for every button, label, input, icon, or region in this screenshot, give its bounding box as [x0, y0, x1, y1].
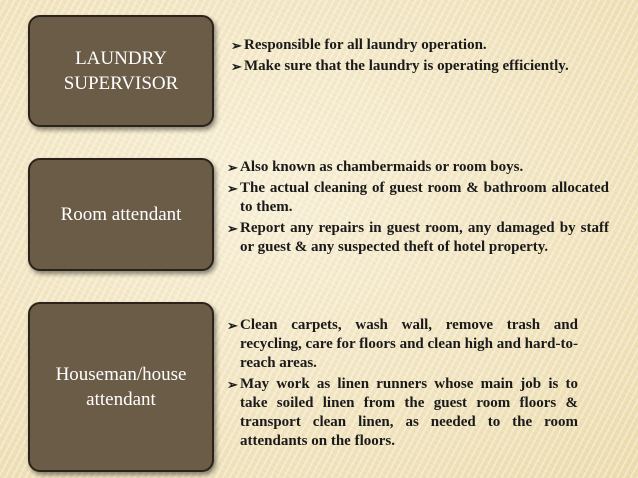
role-title: Room attendant [60, 204, 182, 225]
duty-item: ➢ Make sure that the laundry is operating efficiently. [231, 58, 569, 74]
arrow-bullet-icon: ➢ [227, 318, 238, 333]
arrow-bullet-icon: ➢ [231, 59, 242, 74]
arrow-bullet-icon: ➢ [227, 377, 238, 392]
duty-item: ➢ Report any repairs in guest room, any damaged by staff or guest & any suspected theft of hotel property. [227, 220, 609, 255]
duty-item: ➢ Clean carpets, wash wall, remove trash and recycling, care for floors and clean high and hard-to-reach areas. [227, 317, 578, 371]
room-attendant-duties [228, 158, 609, 259]
role-box-room-attendant [28, 158, 214, 271]
arrow-bullet-icon: ➢ [227, 160, 238, 175]
duty-item: ➢ Also known as chambermaids or room boys. [227, 159, 524, 175]
role-box-laundry-supervisor [28, 15, 214, 127]
role-box-houseman [28, 302, 214, 472]
arrow-bullet-icon: ➢ [227, 181, 238, 196]
laundry-supervisor-duties [232, 36, 574, 78]
arrow-bullet-icon: ➢ [227, 221, 238, 236]
role-title: Houseman/house attendant [55, 364, 187, 410]
houseman-duties [228, 316, 578, 453]
duty-item: ➢ May work as linen runners whose main job is to take soiled linen from the guest room floors & transport clean linen, as needed to the room attendants on the floors. [227, 376, 578, 449]
duty-item: ➢ The actual cleaning of guest room & bathroom allocated to them. [227, 180, 609, 215]
duty-item: ➢ Responsible for all laundry operation. [231, 37, 487, 53]
arrow-bullet-icon: ➢ [231, 38, 242, 53]
role-title: LAUNDRY SUPERVISOR [63, 48, 179, 94]
